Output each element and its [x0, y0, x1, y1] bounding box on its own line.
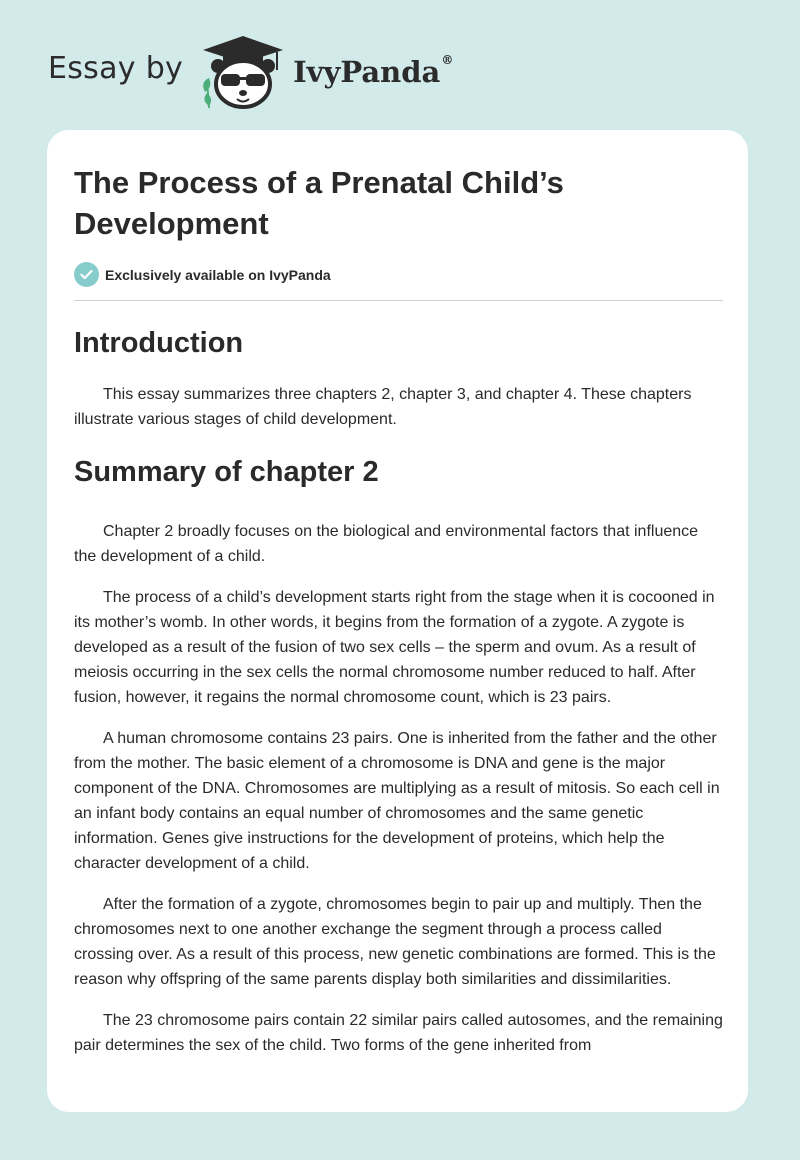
essay-content	[74, 162, 723, 1058]
brand-name-text: IvyPanda	[293, 55, 441, 89]
paragraph: After the formation of a zygote, chromosomes begin to pair up and multiply. Then the chromosomes next to one another exchange the segment through a process called crossing over. As a result of this process, new genetic combinations are formed. This is the reason why offspring of the same parents display both similarities and dissimilarities.	[74, 896, 716, 988]
section-heading-introduction: Introduction	[74, 327, 244, 359]
essay-card	[47, 130, 748, 1112]
paragraph: Chapter 2 broadly focuses on the biological and environmental factors that influence the development of a child.	[74, 523, 699, 565]
section-heading-summary-chapter-2: Summary of chapter 2	[74, 456, 379, 488]
paragraph: This essay summarizes three chapters 2, chapter 3, and chapter 4. These chapters illustrate various stages of child development.	[74, 386, 692, 428]
paragraph: The process of a child’s development starts right from the stage when it is cocooned in its mother’s womb. In other words, it begins from the formation of a zygote. A zygote is developed as a result of the fusion of two sex cells – the sperm and ovum. As a result of meiosis occurring in the sex cells the normal chromosome number reduced to half. After fusion, however, it regains the normal chromosome count, which is 23 pairs.	[74, 589, 715, 706]
page-title: The Process of a Prenatal Child’s Development	[74, 165, 564, 241]
brand-prefix: Essay by	[48, 50, 184, 86]
registered-mark: ®	[441, 53, 454, 67]
paragraph: The 23 chromosome pairs contain 22 similar pairs called autosomes, and the remaining pair determines the sex of the child. Two forms of the gene inherited from	[74, 1012, 723, 1054]
exclusive-label: Exclusively available on IvyPanda	[105, 266, 331, 283]
brand-header	[48, 30, 453, 110]
check-icon	[74, 262, 99, 287]
panda-graduate-logo-icon[interactable]	[197, 30, 289, 110]
divider	[74, 300, 723, 301]
paragraph: A human chromosome contains 23 pairs. One is inherited from the father and the other from the mother. The basic element of a chromosome is DNA and gene is the major component of the DNA. Chromosomes are multiplying as a result of mitosis. So each cell in an infant body contains an equal number of chromosomes and the same genetic information. Genes give instructions for the development of proteins, which help the character development of a child.	[74, 730, 720, 872]
brand-name	[293, 55, 453, 89]
exclusive-badge	[74, 262, 723, 287]
